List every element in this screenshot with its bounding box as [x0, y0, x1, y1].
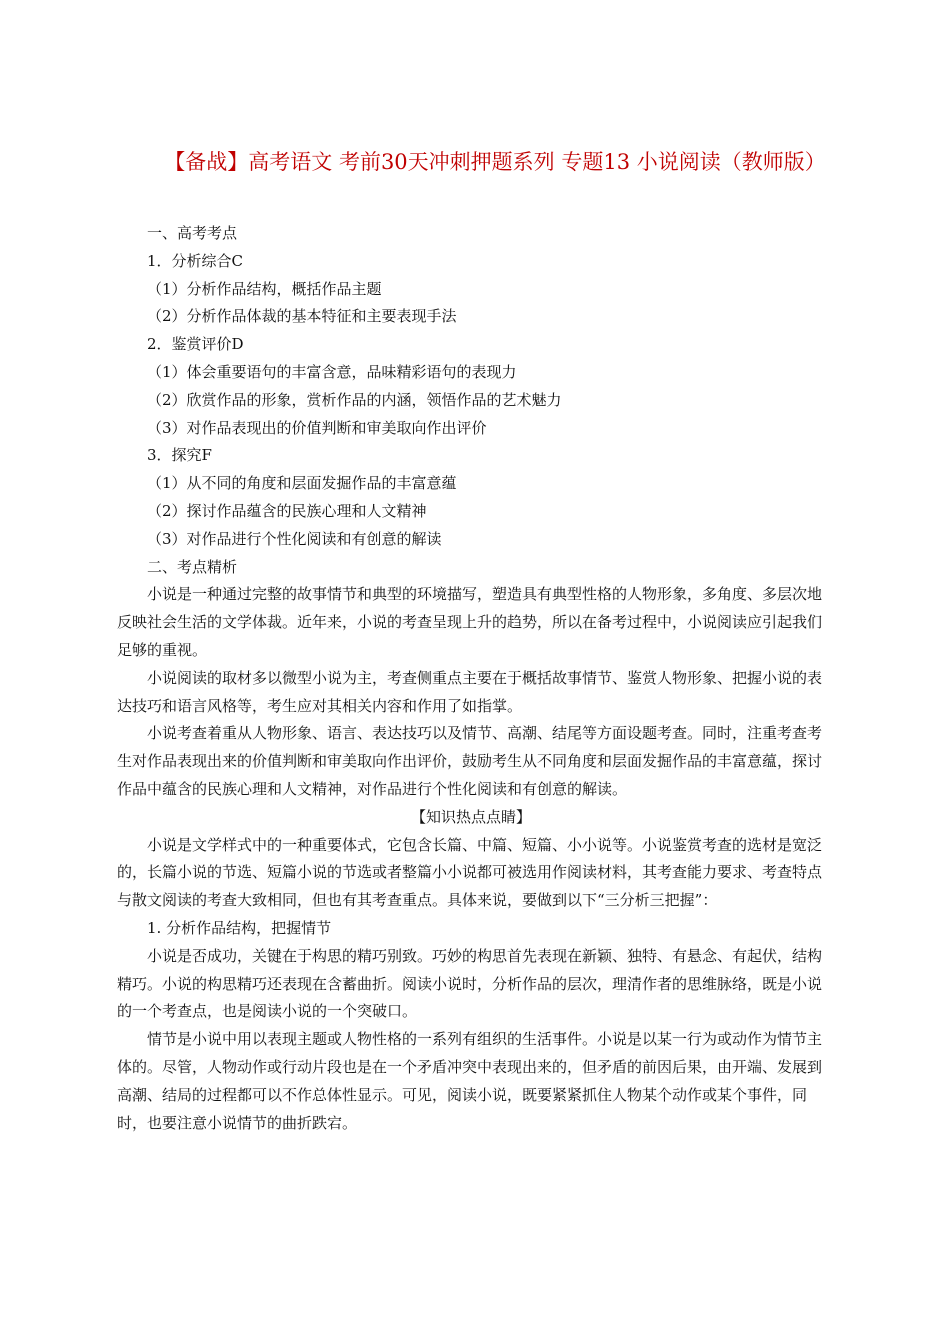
section-heading-1: 一、高考考点: [147, 224, 238, 242]
exam-point-2-3: （3）对作品表现出的价值判断和审美取向作出评价: [147, 418, 487, 437]
exam-point-2: 2．鉴赏评价D: [147, 335, 244, 354]
knowledge-heading: 【知识热点点睛】: [410, 807, 531, 826]
paragraph: 小说考查着重从人物形象、语言、表达技巧以及情节、高潮、结尾等方面设题考查。同时，注重考查考生对作品表现出来的价值判断和审美取向作出评价，鼓励考生从不同角度和层面发掘作品的丰富意蕴，探讨作品中蕴含的民族心理和人文精神，对作品进行个性化阅读和有创意的解读。: [117, 724, 823, 798]
exam-point-1-1: （1）分析作品结构，概括作品主题: [147, 279, 382, 298]
paragraph: 小说是文学样式中的一种重要体式，它包含长篇、中篇、短篇、小小说等。小说鉴赏考查的选材是宽泛的，长篇小说的节选、短篇小说的节选或者整篇小小说都可被选用作阅读材料，其考查能力要求、考查特点与散文阅读的考查大致相同，但也有其考查重点。具体来说，要做到以下“三分析三把握”：: [117, 835, 823, 910]
exam-point-3-3: （3）对作品进行个性化阅读和有创意的解读: [147, 529, 442, 548]
paragraph: 小说是否成功，关键在于构思的精巧别致。巧妙的构思首先表现在新颖、独特、有悬念、有起伏，结构精巧。小说的构思精巧还表现在含蓄曲折。阅读小说时，分析作品的层次，理清作者的思维脉络，既是小说的一个考查点，也是阅读小说的一个突破口。: [117, 946, 823, 1021]
paragraph: 情节是小说中用以表现主题或人物性格的一系列有组织的生活事件。小说是以某一行为或动作为情节主体的。尽管，人物动作或行动片段也是在一个矛盾冲突中表现出来的，但矛盾的前因后果，由开端、发展到高潮、结局的过程都可以不作总体性显示。可见，阅读小说，既要紧紧抓住人物某个动作或某个事件，同时，也要注意小说情节的曲折跌宕。: [117, 1030, 823, 1132]
subheading: 1. 分析作品结构，把握情节: [147, 918, 332, 937]
exam-point-1: 1．分析综合C: [147, 251, 244, 270]
exam-point-1-2: （2）分析作品体裁的基本特征和主要表现手法: [147, 307, 457, 326]
paragraph: 小说是一种通过完整的故事情节和典型的环境描写，塑造具有典型性格的人物形象，多角度、多层次地反映社会生活的文学体裁。近年来，小说的考查呈现上升的趋势，所以在备考过程中，小说阅读应引起我们足够的重视。: [117, 585, 823, 659]
exam-point-2-2: （2）欣赏作品的形象，赏析作品的内涵，领悟作品的艺术魅力: [147, 390, 562, 409]
paragraph: 小说阅读的取材多以微型小说为主，考查侧重点主要在于概括故事情节、鉴赏人物形象、把握小说的表达技巧和语言风格等，考生应对其相关内容和作用了如指掌。: [117, 668, 823, 715]
section-heading-2: 二、考点精析: [147, 557, 238, 576]
exam-point-2-1: （1）体会重要语句的丰富含意，品味精彩语句的表现力: [147, 362, 517, 381]
exam-point-3-1: （1）从不同的角度和层面发掘作品的丰富意蕴: [147, 474, 457, 493]
document-title: 【备战】高考语文 考前30天冲刺押题系列 专题13 小说阅读（教师版）: [164, 150, 826, 174]
document-body: [117, 220, 825, 1137]
exam-point-3-2: （2）探讨作品蕴含的民族心理和人文精神: [147, 501, 427, 520]
exam-point-3: 3．探究F: [147, 446, 212, 465]
